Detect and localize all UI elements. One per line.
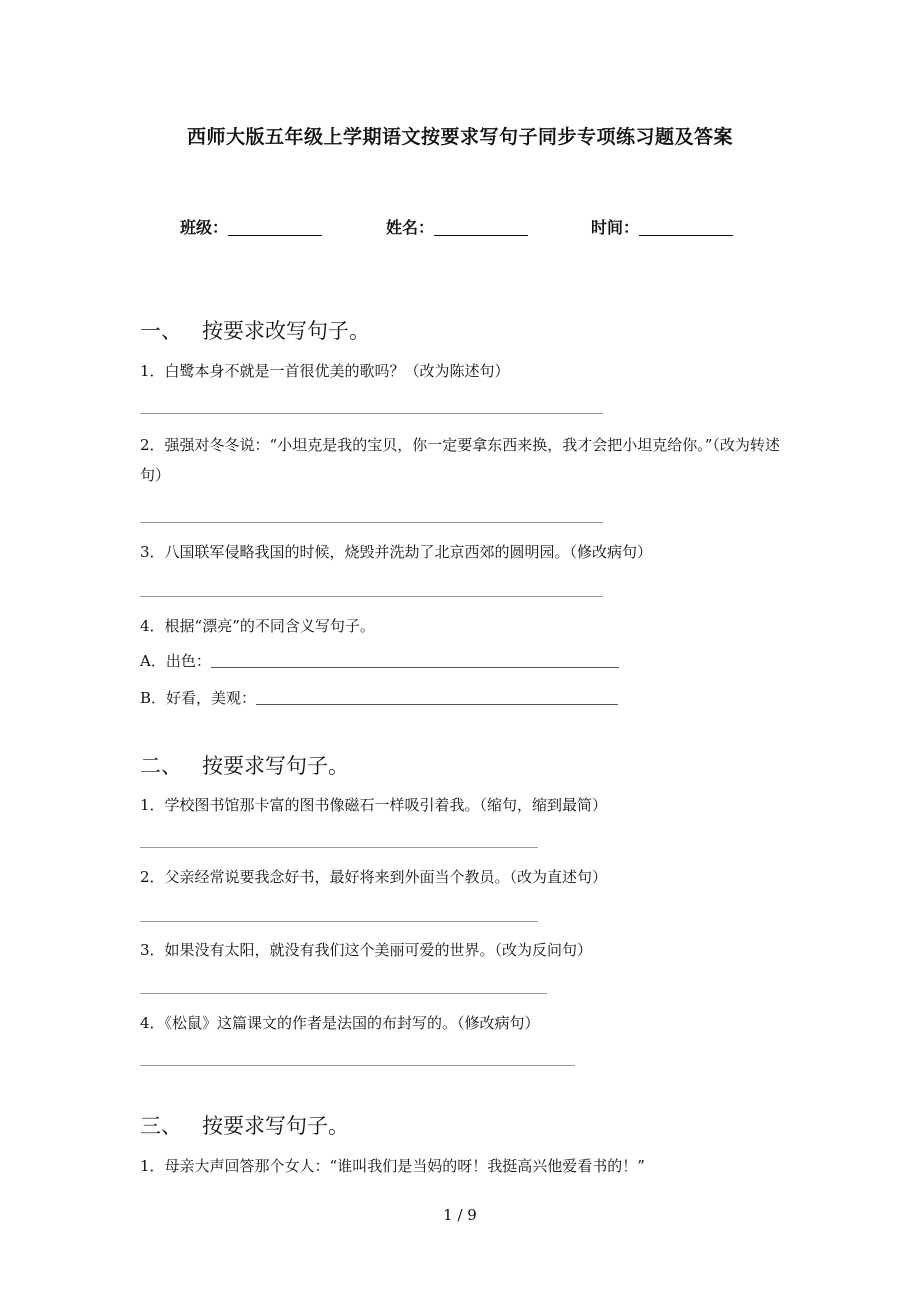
name-label: 姓名： [386, 218, 435, 237]
question-2-2: 2．父亲经常说要我念好书，最好将来到外面当个教员。（改为直述句） [140, 868, 608, 886]
option-a-label: A．出色： [140, 652, 211, 670]
section-title: 按要求写句子。 [202, 754, 349, 778]
option-b-label: B．好看，美观： [140, 689, 257, 707]
section-1-heading [140, 315, 370, 345]
question-1-2: 2．强强对冬冬说：“小坦克是我的宝贝，你一定要拿东西来换，我才会把小坦克给你。”（改为转述句） [140, 436, 780, 484]
time-field[interactable] [591, 215, 733, 238]
question-2-1: 1．学校图书馆那卡富的图书像磁石一样吸引着我。（缩句，缩到最简） [140, 796, 608, 814]
page-number: 1 / 9 [443, 1206, 477, 1224]
option-b-blank[interactable] [256, 690, 618, 705]
class-field[interactable] [180, 215, 322, 238]
option-b [140, 683, 618, 713]
section-2-heading [140, 750, 349, 780]
answer-line[interactable] [140, 413, 603, 414]
section-title: 按要求写句子。 [202, 1114, 349, 1138]
answer-line[interactable] [140, 522, 603, 523]
answer-line[interactable] [140, 596, 603, 597]
question-3-1: 1．母亲大声回答那个女人：“谁叫我们是当妈的呀！我挺高兴他爱看书的！” [140, 1157, 645, 1175]
section-number: 二、 [140, 754, 182, 778]
name-field[interactable] [386, 215, 528, 238]
answer-line[interactable] [140, 921, 538, 922]
class-blank[interactable] [228, 217, 322, 236]
section-3-heading [140, 1110, 349, 1140]
document-title: 西师大版五年级上学期语文按要求写句子同步专项练习题及答案 [186, 126, 733, 148]
section-number: 三、 [140, 1114, 182, 1138]
answer-line[interactable] [140, 993, 547, 994]
section-title: 按要求改写句子。 [202, 319, 370, 343]
question-1-4: 4．根据“漂亮”的不同含义写句子。 [140, 617, 375, 635]
question-1-3: 3．八国联军侵略我国的时候，烧毁并洗劫了北京西郊的圆明园。（修改病句） [140, 543, 653, 561]
time-blank[interactable] [639, 217, 733, 236]
question-2-3: 3．如果没有太阳，就没有我们这个美丽可爱的世界。（改为反问句） [140, 941, 593, 959]
question-1-1: 1．白鹭本身不就是一首很优美的歌吗？（改为陈述句） [140, 362, 510, 380]
option-a-blank[interactable] [211, 653, 619, 668]
class-label: 班级： [180, 218, 229, 237]
answer-line[interactable] [140, 847, 538, 848]
option-a [140, 646, 619, 676]
time-label: 时间： [591, 218, 640, 237]
question-2-4: 4．《松鼠》这篇课文的作者是法国的布封写的。（修改病句） [140, 1014, 540, 1032]
answer-line[interactable] [140, 1065, 575, 1066]
section-number: 一、 [140, 319, 182, 343]
name-blank[interactable] [434, 217, 528, 236]
